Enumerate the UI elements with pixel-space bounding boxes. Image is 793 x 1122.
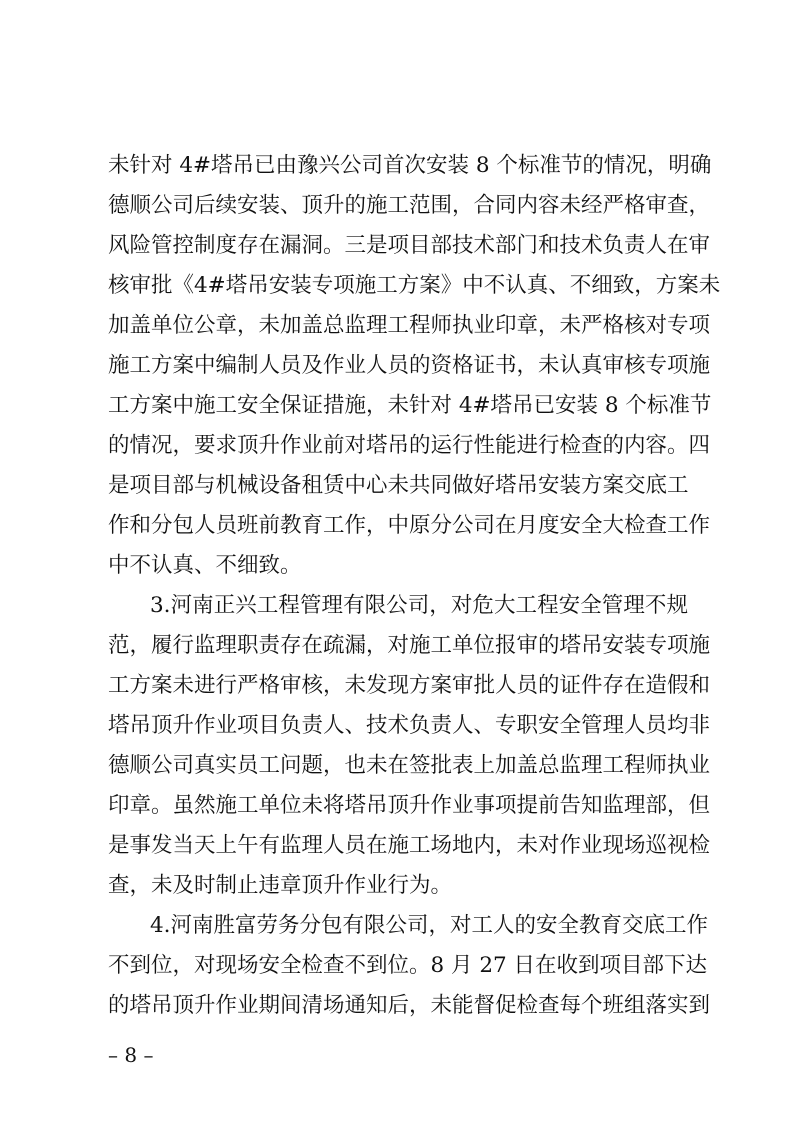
page-number: – 8 –: [108, 1043, 154, 1067]
text-line: 工方案未进行严格审核，未发现方案审批人员的证件存在造假和: [108, 673, 711, 698]
text-line: 印章。虽然施工单位未将塔吊顶升作业事项提前告知监理部，但: [108, 793, 711, 818]
text-line: 中不认真、不细致。: [108, 553, 302, 578]
text-line: 的塔吊顶升作业期间清场通知后，未能督促检查每个班组落实到: [108, 993, 711, 1018]
text-line: 核审批《4#塔吊安装专项施工方案》中不认真、不细致，方案未: [108, 273, 721, 298]
text-line: 是项目部与机械设备租赁中心未共同做好塔吊安装方案交底工: [108, 473, 689, 498]
text-line: 查，未及时制止违章顶升作业行为。: [108, 873, 453, 898]
text-line: 塔吊顶升作业项目负责人、技术负责人、专职安全管理人员均非: [108, 713, 711, 738]
text-line: 加盖单位公章，未加盖总监理工程师执业印章，未严格核对专项: [108, 313, 711, 338]
text-line: 范，履行监理职责存在疏漏，对施工单位报审的塔吊安装专项施: [108, 633, 711, 658]
text-line: 作和分包人员班前教育工作，中原分公司在月度安全大检查工作: [108, 513, 711, 538]
paragraph-start-line: 3.河南正兴工程管理有限公司，对危大工程安全管理不规: [150, 593, 688, 618]
text-line: 不到位，对现场安全检查不到位。8 月 27 日在收到项目部下达: [108, 953, 708, 978]
text-line: 德顺公司真实员工问题，也未在签批表上加盖总监理工程师执业: [108, 753, 711, 778]
text-line: 未针对 4#塔吊已由豫兴公司首次安装 8 个标准节的情况，明确: [108, 153, 712, 178]
text-line: 的情况，要求顶升作业前对塔吊的运行性能进行检查的内容。四: [108, 433, 711, 458]
paragraph-start-line: 4.河南胜富劳务分包有限公司，对工人的安全教育交底工作: [150, 913, 709, 938]
text-line: 德顺公司后续安装、顶升的施工范围，合同内容未经严格审查，: [108, 193, 711, 218]
text-line: 风险管控制度存在漏洞。三是项目部技术部门和技术负责人在审: [108, 233, 711, 258]
text-line: 施工方案中编制人员及作业人员的资格证书，未认真审核专项施: [108, 353, 711, 378]
text-line: 是事发当天上午有监理人员在施工场地内，未对作业现场巡视检: [108, 833, 711, 858]
text-line: 工方案中施工安全保证措施，未针对 4#塔吊已安装 8 个标准节: [108, 393, 712, 418]
